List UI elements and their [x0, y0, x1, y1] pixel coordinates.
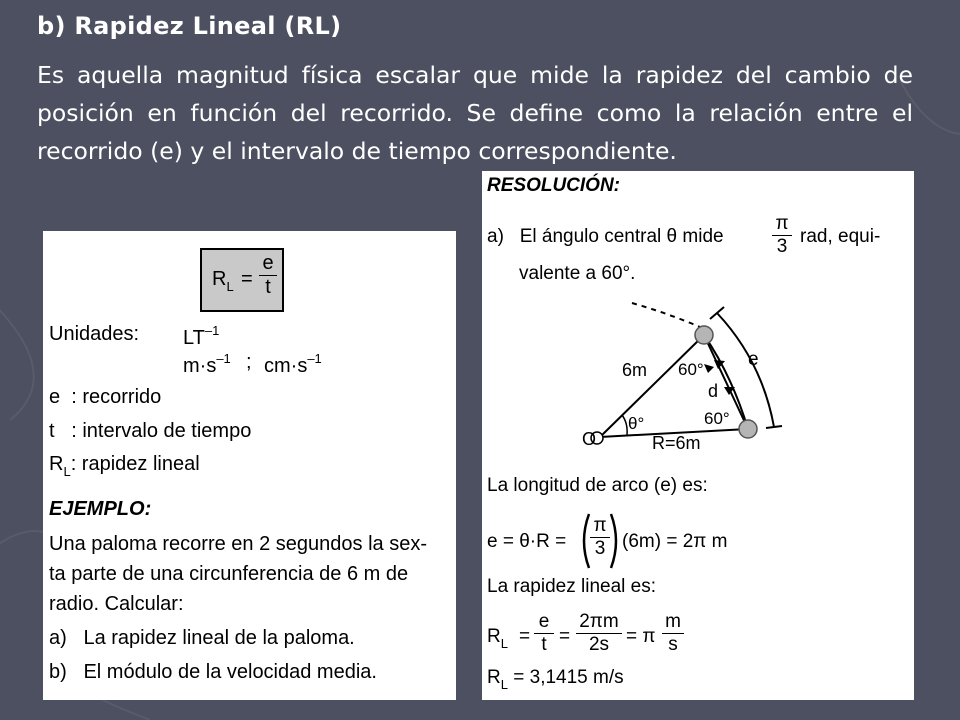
diagram-theta-label: θ°: [628, 414, 645, 433]
rl-fraction-1: [534, 611, 554, 656]
unit-separator: ;: [246, 351, 252, 373]
part-a-text-2: rad, equi-: [800, 226, 881, 247]
part-a-fraction: [772, 213, 792, 258]
rl-f1-den: t: [534, 633, 554, 656]
diagram-bottom-angle-label: 60°: [704, 409, 730, 428]
rl-f2-den: 2s: [576, 633, 622, 656]
example-title: EJEMPLO:: [49, 498, 152, 520]
res-value: = 3,1415 m/s: [513, 667, 624, 688]
diagram-origin-label: O: [582, 429, 597, 449]
problem-line-2: ta parte de una circunferencia de 6 m de: [49, 563, 409, 585]
rl-f1-num: e: [538, 611, 550, 632]
formula-den: t: [259, 275, 277, 299]
intro-paragraph: Es aquella magnitud física escalar que mide la rapidez del cambio de posición en función del recorrido. Se define como la relación entre el recorrido (e) y el intervalo de tiempo correspondiente.: [37, 61, 913, 165]
diagram-chord-label: d: [708, 381, 719, 401]
formula-num: e: [262, 252, 274, 274]
linear-speed-text: La rapidez lineal es:: [487, 576, 656, 597]
arc-diagram: [482, 291, 914, 451]
dove-position-1: [695, 326, 713, 344]
unit-lt-exp: –1: [204, 323, 220, 338]
diagram-top-angle-label: 60°: [678, 360, 704, 379]
rl-fraction-3: [662, 611, 684, 656]
theta-arc: [622, 415, 627, 435]
unit-ms-base: m·s: [183, 355, 217, 377]
def-rl: [49, 453, 200, 479]
arc-tick-bottom: [766, 426, 782, 428]
arc-eq-rhs: (6m) = 2π m: [622, 531, 728, 552]
resolution-title: RESOLUCIÓN:: [487, 175, 620, 196]
arc-eq-lhs: e = θ·R =: [487, 531, 567, 552]
definition-panel: [43, 231, 456, 700]
diagram-radius-label: 6m: [622, 360, 648, 380]
problem-line-3: radio. Calcular:: [49, 593, 184, 615]
part-a-text-1: a) El ángulo central θ mide: [487, 226, 724, 247]
unit-lt: [183, 323, 219, 350]
rl-eq-1: =: [519, 626, 531, 647]
def-e: e : recorrido: [49, 386, 162, 408]
unit-cms: [264, 351, 322, 378]
dove-position-2: [739, 420, 757, 438]
part-a-den: 3: [772, 235, 792, 258]
diagram-arc-label: e: [748, 349, 759, 370]
resolution-panel: [482, 171, 914, 700]
rl-r: R: [487, 626, 501, 647]
section-heading: b) Rapidez Lineal (RL): [37, 12, 342, 40]
units-label: Unidades:: [49, 323, 140, 345]
def-rl-r: R: [49, 453, 64, 475]
arrow-3: [704, 364, 714, 373]
problem-line-1: Una paloma recorre en 2 segundos la sex-: [49, 533, 427, 555]
formula-r: R: [212, 268, 227, 290]
rl-lhs: [487, 626, 508, 651]
res-r: R: [487, 667, 501, 688]
formula-fraction: [259, 252, 277, 299]
arc-length-text: La longitud de arco (e) es:: [487, 475, 708, 496]
diagram-base-label: R=6m: [652, 433, 701, 451]
rl-f2-num: 2πm: [579, 611, 619, 632]
def-rl-text: : rapidez lineal: [70, 453, 200, 475]
rl-sub: L: [500, 636, 508, 651]
formula-sub: L: [226, 279, 234, 294]
rl-eq-2: =: [559, 626, 571, 647]
arc-num: π: [593, 515, 607, 536]
diagram-dashed-arc: [632, 303, 700, 327]
part-a-num: π: [775, 213, 789, 234]
unit-lt-base: LT: [183, 327, 205, 349]
rl-f3-num: m: [665, 611, 681, 632]
rl-eq-3: = π: [626, 626, 656, 647]
unit-cms-exp: –1: [307, 351, 322, 366]
part-a-text-3: valente a 60°.: [519, 263, 636, 284]
diagram-radius-line: [600, 335, 704, 437]
def-rl-sub: L: [63, 464, 71, 479]
rl-f3-den: s: [662, 633, 684, 656]
arc-fraction: [590, 515, 610, 560]
arc-den: 3: [590, 537, 610, 560]
unit-ms-exp: –1: [216, 351, 231, 366]
formula-box: [200, 248, 284, 312]
rl-fraction-2: [576, 611, 622, 656]
rl-result: [487, 667, 624, 692]
unit-ms: [183, 351, 231, 378]
question-a: a) La rapidez lineal de la paloma.: [49, 627, 355, 649]
question-b: b) El módulo de la velocidad media.: [49, 661, 377, 683]
formula-lhs: [212, 268, 234, 294]
unit-cms-base: cm·s: [264, 355, 308, 377]
def-t: t : intervalo de tiempo: [49, 420, 252, 442]
formula-eq: =: [241, 268, 253, 290]
res-sub: L: [500, 677, 508, 692]
